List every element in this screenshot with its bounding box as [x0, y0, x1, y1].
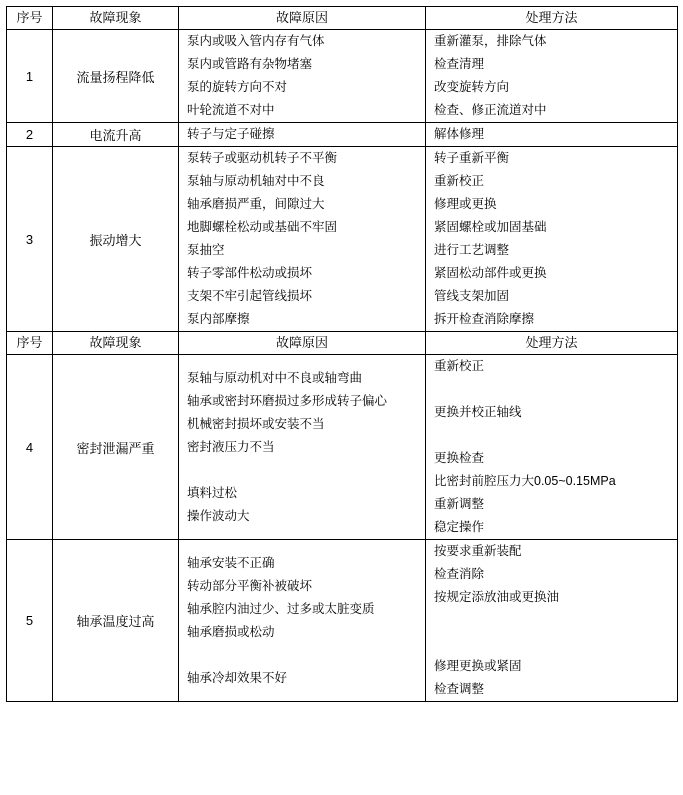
- row-fixes: [426, 123, 678, 147]
- row-causes: [179, 147, 426, 332]
- row-fixes: [426, 540, 678, 702]
- fix-item: 进行工艺调整: [434, 243, 510, 257]
- row-no: 4: [7, 355, 53, 540]
- cause-item: 轴承磨损严重，间隙过大: [187, 197, 325, 211]
- fix-item-blank: [426, 609, 677, 632]
- header-cell-no: 序号: [7, 332, 53, 355]
- cause-item: 操作波动大: [187, 508, 250, 523]
- fix-item: 重新校正: [434, 359, 485, 373]
- fault-diagnosis-table: [6, 6, 678, 702]
- fix-item-blank: [426, 632, 677, 655]
- fix-item: 拆开检查消除摩擦: [434, 312, 535, 326]
- fix-item: 更换检查: [434, 451, 485, 465]
- cause-item: 转子零部件松动或损坏: [187, 266, 313, 280]
- fix-item-blank: [426, 378, 677, 401]
- cause-item: 轴承冷却效果不好: [187, 670, 288, 685]
- cause-item: 轴承腔内油过少、过多或太脏变质: [187, 601, 375, 616]
- cause-item: 机械密封损坏或安装不当: [187, 416, 325, 431]
- table-row: [7, 30, 678, 123]
- fix-item: 修理或更换: [434, 197, 497, 211]
- fix-item: 紧固螺栓或加固基础: [434, 220, 547, 234]
- header-cell-no: 序号: [7, 7, 53, 30]
- row-causes: [179, 540, 426, 702]
- fix-item: 重新调整: [434, 497, 485, 511]
- fix-item: 重新校正: [434, 174, 485, 188]
- fix-item: 检查清理: [434, 57, 485, 71]
- row-no: 3: [7, 147, 53, 332]
- fix-item: 稳定操作: [434, 520, 485, 534]
- fix-item: 转子重新平衡: [434, 151, 510, 165]
- fix-item: 按规定添放油或更换油: [434, 590, 560, 604]
- cause-item: 轴承安装不正确: [187, 555, 275, 570]
- cause-item: 转子与定子碰擦: [187, 127, 275, 141]
- cause-item: 泵的旋转方向不对: [187, 80, 288, 94]
- row-fixes: [426, 30, 678, 123]
- row-no: 5: [7, 540, 53, 702]
- row-no: 2: [7, 123, 53, 147]
- header-cell-fix: 处理方法: [426, 332, 678, 355]
- fix-item: 检查、修正流道对中: [434, 103, 547, 117]
- row-phenomenon: 电流升高: [53, 123, 179, 147]
- cause-item: 泵转子或驱动机转子不平衡: [187, 151, 338, 165]
- header-cell-cause: 故障原因: [179, 332, 426, 355]
- header-cell-phenomenon: 故障现象: [53, 7, 179, 30]
- fix-item: 比密封前腔压力大0.05~0.15MPa: [434, 474, 616, 488]
- cause-item: 叶轮流道不对中: [187, 103, 275, 117]
- fix-item: 解体修理: [434, 127, 485, 141]
- cause-item: 地脚螺栓松动或基础不牢固: [187, 220, 338, 234]
- row-causes: [179, 123, 426, 147]
- fix-item: 更换并校正轴线: [434, 405, 522, 419]
- cause-item: 泵轴与原动机轴对中不良: [187, 174, 325, 188]
- cause-item: 支架不牢引起管线损坏: [187, 289, 313, 303]
- row-phenomenon: 流量扬程降低: [53, 30, 179, 123]
- cause-item: 轴承或密封环磨损过多形成转子偏心: [187, 393, 388, 408]
- fix-item: 重新灌泵，排除气体: [434, 34, 547, 48]
- fix-item: 改变旋转方向: [434, 80, 510, 94]
- fix-item-blank: [426, 424, 677, 447]
- header-cell-phenomenon: 故障现象: [53, 332, 179, 355]
- row-phenomenon: 密封泄漏严重: [53, 355, 179, 540]
- cause-item: 密封液压力不当: [187, 439, 275, 454]
- fix-item: 检查消除: [434, 567, 485, 581]
- row-phenomenon: 振动增大: [53, 147, 179, 332]
- cause-item: 泵轴与原动机对中不良或轴弯曲: [187, 370, 363, 385]
- table-header-row: [7, 7, 678, 30]
- cause-item: 泵内部摩擦: [187, 312, 250, 326]
- cause-item: 转动部分平衡补被破坏: [187, 578, 313, 593]
- table-row: [7, 123, 678, 147]
- fix-item: 紧固松动部件或更换: [434, 266, 547, 280]
- row-fixes: [426, 147, 678, 332]
- header-cell-fix: 处理方法: [426, 7, 678, 30]
- cause-item: 泵抽空: [187, 243, 225, 257]
- cause-item: 轴承磨损或松动: [187, 624, 275, 639]
- cause-item-blank: [179, 459, 425, 482]
- table-row: [7, 355, 678, 540]
- cause-item: 泵内或管路有杂物堵塞: [187, 57, 313, 71]
- header-cell-cause: 故障原因: [179, 7, 426, 30]
- table-row: [7, 147, 678, 332]
- row-no: 1: [7, 30, 53, 123]
- row-phenomenon: 轴承温度过高: [53, 540, 179, 702]
- table-header-row-repeat: [7, 332, 678, 355]
- row-fixes: [426, 355, 678, 540]
- cause-item: 填料过松: [187, 485, 238, 500]
- fix-item: 检查调整: [434, 682, 485, 696]
- cause-item-blank: [179, 644, 425, 667]
- row-causes: [179, 30, 426, 123]
- fix-item: 修理更换或紧固: [434, 659, 522, 673]
- row-causes: [179, 355, 426, 540]
- table-row: [7, 540, 678, 702]
- fix-item: 按要求重新装配: [434, 544, 522, 558]
- cause-item: 泵内或吸入管内存有气体: [187, 34, 325, 48]
- fix-item: 管线支架加固: [434, 289, 510, 303]
